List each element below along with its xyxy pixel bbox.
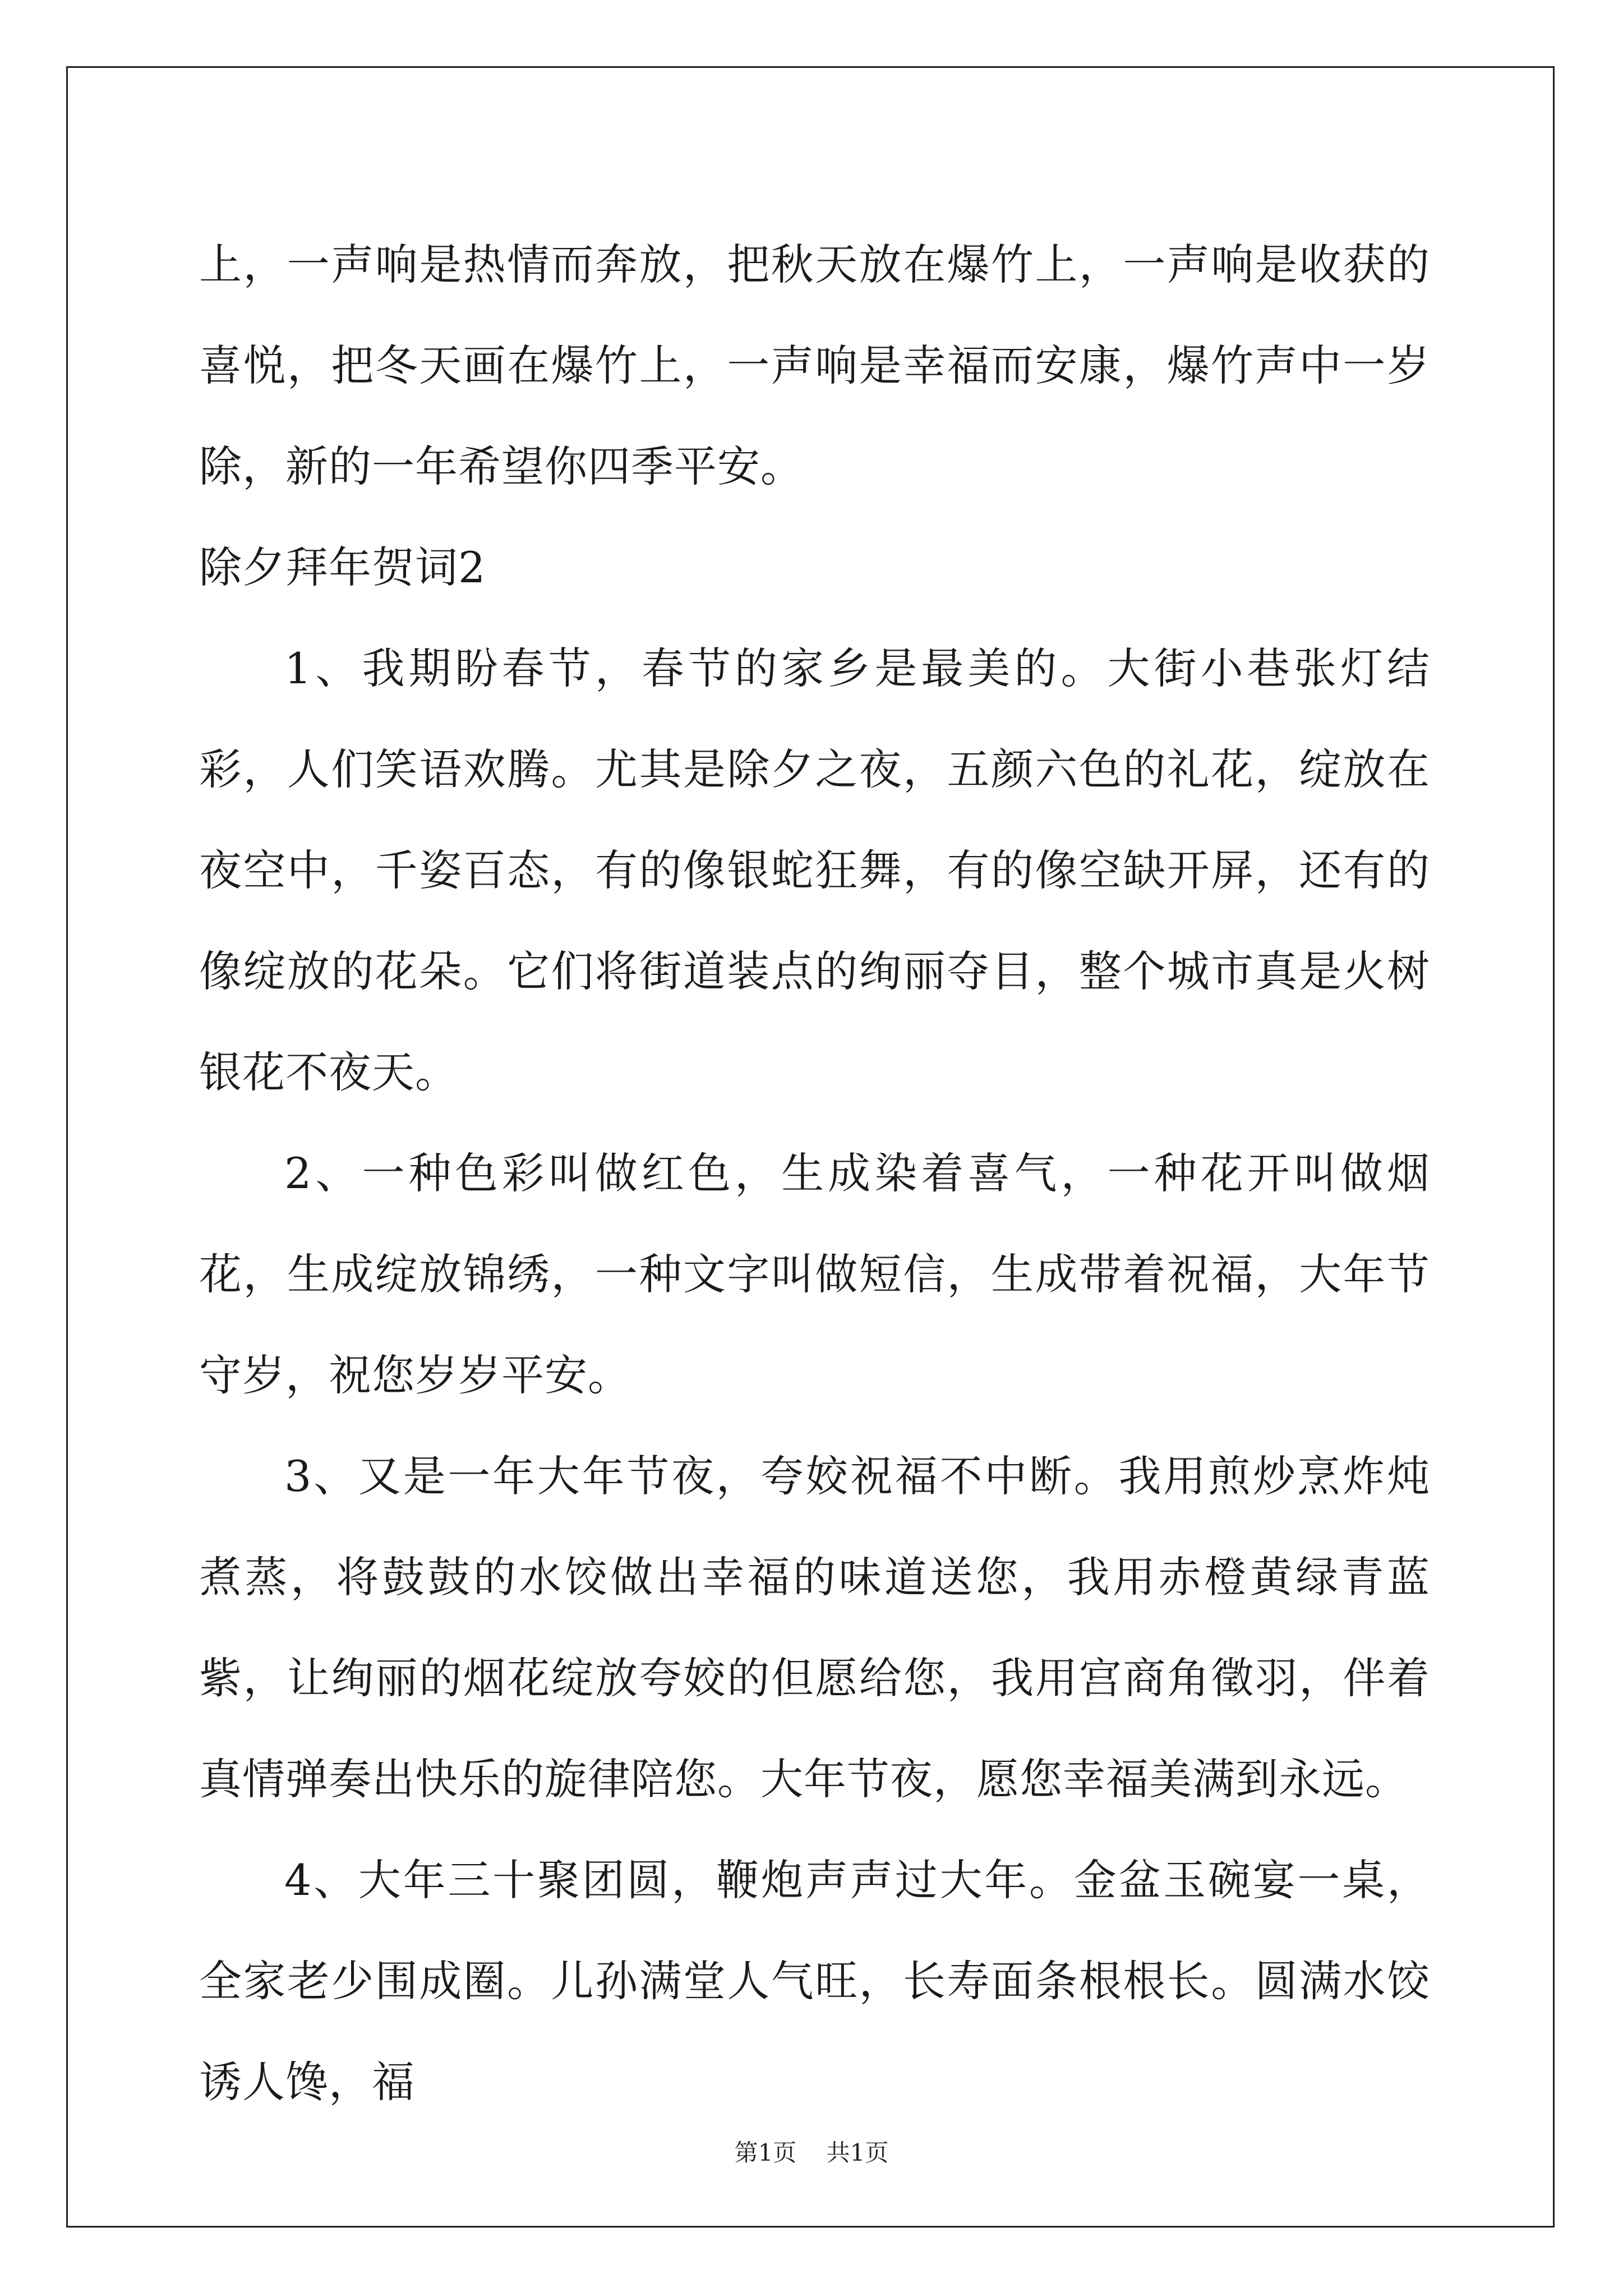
page-number: 第1页 (734, 2139, 797, 2166)
paragraph-item-2: 2、一种色彩叫做红色，生成染着喜气，一种花开叫做烟花，生成绽放锦绣，一种文字叫做短信，生成带着祝福，大年节守岁，祝您岁岁平安。 (199, 1148, 1430, 1400)
paragraph-item-4: 4、大年三十聚团圆，鞭炮声声过大年。金盆玉碗宴一桌，全家老少围成圈。儿孙满堂人气旺，长寿面条根根长。圆满水饺诱人馋，福 (199, 1855, 1430, 2107)
paragraph-item-3: 3、又是一年大年节夜，夸姣祝福不中断。我用煎炒烹炸炖煮蒸，将鼓鼓的水饺做出幸福的味道送您，我用赤橙黄绿青蓝紫，让绚丽的烟花绽放夸姣的但愿给您，我用宫商角徵羽，伴着真情弹奏出快乐的旋律陪您。大年节夜，愿您幸福美满到永远。 (199, 1451, 1430, 1804)
section-heading: 除夕拜年贺词2 (199, 542, 486, 592)
document-body (199, 214, 1430, 2133)
paragraph-item-1: 1、我期盼春节，春节的家乡是最美的。大街小巷张灯结彩，人们笑语欢腾。尤其是除夕之夜，五颜六色的礼花，绽放在夜空中，千姿百态，有的像银蛇狂舞，有的像空缺开屏，还有的像绽放的花朵。它们将街道装点的绚丽夺目，整个城市真是火树银花不夜天。 (199, 643, 1430, 1097)
page-total: 共1页 (826, 2139, 889, 2166)
page-footer (0, 2136, 1623, 2170)
paragraph-continuation: 上，一声响是热情而奔放，把秋天放在爆竹上，一声响是收获的喜悦，把冬天画在爆竹上，一声响是幸福而安康，爆竹声中一岁除，新的一年希望你四季平安。 (199, 240, 1430, 491)
